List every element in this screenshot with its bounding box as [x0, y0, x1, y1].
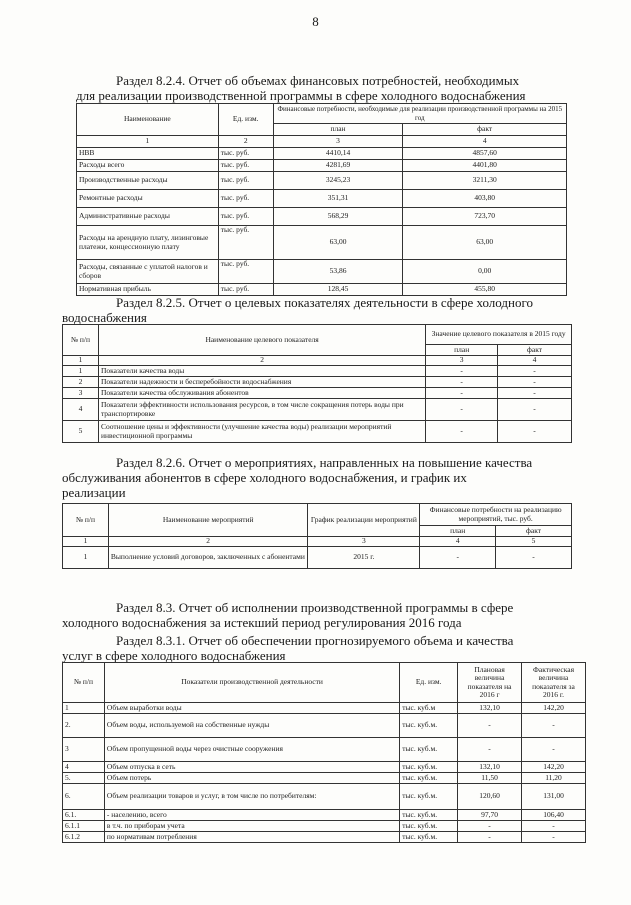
col-header-financial-needs: Финансовые потребности, необходимые для реализации производственной программы на 2015 год [273, 104, 566, 124]
col-header-value: Значение целевого показателя в 2015 году [426, 325, 572, 345]
section-8-3-1-title: Раздел 8.3.1. Отчет об обеспечении прогнозируемого объема и качества услуг в сфере холодного водоснабжения [62, 633, 514, 663]
table-row: Производственные расходы тыс. руб. 3245,23 3211,30 [77, 172, 567, 190]
col-number: 1 [63, 356, 99, 366]
col-header-name: Показатели производственной деятельности [104, 663, 399, 703]
col-number: 4 [403, 136, 567, 148]
col-number: 5 [496, 537, 572, 547]
col-number: 1 [77, 136, 219, 148]
section-8-2-5-title: Раздел 8.2.5. Отчет о целевых показателях деятельности в сфере холодного водоснабжения [62, 295, 533, 325]
target-indicators-table [62, 324, 572, 443]
col-header-financial-needs: Финансовые потребности на реализацию мероприятий, тыс. руб. [420, 504, 572, 526]
section-8-2-6-title: Раздел 8.2.6. Отчет о мероприятиях, направленных на повышение качества обслуживания абонентов в сфере холодного водоснабжения, и график их реализации [62, 455, 533, 500]
col-header-fact: факт [498, 345, 572, 356]
table-row: НВВ тыс. руб. 4410,14 4857,60 [77, 148, 567, 160]
table-row: 5 Соотношение цены и эффективности (улучшение качества воды) реализации мероприятий инвестиционной программы - - [63, 421, 572, 443]
col-header-plan: план [426, 345, 498, 356]
table-row: 5. Объем потерь тыс. куб.м. 11,50 11,20 [63, 773, 586, 784]
col-header-fact: Фактическая величина показателя за 2016 г. [522, 663, 586, 703]
col-header-name: Наименование [77, 104, 219, 136]
table-row: 6.1.1 в т.ч. по приборам учета тыс. куб.м. - - [63, 821, 586, 832]
col-number: 1 [63, 537, 109, 547]
service-measures-table [62, 503, 572, 569]
table-row: Нормативная прибыль тыс. руб. 128,45 455,80 [77, 284, 567, 296]
table-row: 2. Объем воды, используемой на собственные нужды тыс. куб.м. - - [63, 714, 586, 738]
col-header-plan: план [273, 124, 403, 136]
col-header-plan: Плановая величина показателя на 2016 г [458, 663, 522, 703]
col-number: 3 [426, 356, 498, 366]
col-number: 3 [273, 136, 403, 148]
col-header-schedule: График реализации мероприятий [308, 504, 420, 537]
section-8-3-title: Раздел 8.3. Отчет об исполнении производственной программы в сфере холодного водоснабжения за истекший период регулирования 2016 года [62, 600, 514, 630]
col-header-unit: Ед. изм. [218, 104, 273, 136]
col-header-unit: Ед. изм. [400, 663, 458, 703]
page-number: 8 [312, 14, 319, 29]
table-row: 4 Объем отпуска в сеть тыс. куб.м. 132,10 142,20 [63, 762, 586, 773]
col-header-number: № п/п [63, 504, 109, 537]
col-header-number: № п/п [63, 325, 99, 356]
table-row: Административные расходы тыс. руб. 568,29 723,70 [77, 208, 567, 226]
col-number: 2 [98, 356, 425, 366]
col-header-fact: факт [496, 526, 572, 537]
table-row: 1 Выполнение условий договоров, заключенных с абонентами 2015 г. - - [63, 547, 572, 569]
table-row: 1 Объем выработки воды тыс. куб.м 132,10 142,20 [63, 703, 586, 714]
section-8-2-4-title: Раздел 8.2.4. Отчет об объемах финансовых потребностей, необходимых для реализации производственной программы в сфере холодного водоснабжения [76, 73, 526, 103]
col-header-fact: факт [403, 124, 567, 136]
table-row: Ремонтные расходы тыс. руб. 351,31 403,80 [77, 190, 567, 208]
production-indicators-table [62, 662, 586, 843]
table-row: 3 Показатели качества обслуживания абонентов - - [63, 388, 572, 399]
table-row: 6.1.2 по нормативам потребления тыс. куб.м. - - [63, 832, 586, 843]
col-number: 2 [108, 537, 308, 547]
table-row: 6. Объем реализации товаров и услуг, в том числе по потребителям: тыс. куб.м. 120,60 131,00 [63, 784, 586, 810]
table-row: Расходы на арендную плату, лизинговые платежи, концессионную плату тыс. руб. 63,00 63,00 [77, 226, 567, 260]
financial-needs-table [76, 103, 567, 296]
table-row: Расходы, связанные с уплатой налогов и сборов тыс. руб. 53,86 0,00 [77, 260, 567, 284]
table-row: 4 Показатели эффективности использования ресурсов, в том числе сокращения потерь воды при транспортировке - - [63, 399, 572, 421]
col-number: 4 [498, 356, 572, 366]
col-header-name: Наименование целевого показателя [98, 325, 425, 356]
col-number: 2 [218, 136, 273, 148]
table-row: Расходы всего тыс. руб. 4281,69 4401,80 [77, 160, 567, 172]
table-row: 3 Объем пропущенной воды через очистные сооружения тыс. куб.м. - - [63, 738, 586, 762]
col-number: 3 [308, 537, 420, 547]
col-header-name: Наименование мероприятий [108, 504, 308, 537]
table-row: 1 Показатели качества воды - - [63, 366, 572, 377]
col-header-number: № п/п [63, 663, 105, 703]
table-row: 2 Показатели надежности и бесперебойности водоснабжения - - [63, 377, 572, 388]
table-row: 6.1. - населению, всего тыс. куб.м. 97,70 106,40 [63, 810, 586, 821]
col-header-plan: план [420, 526, 496, 537]
col-number: 4 [420, 537, 496, 547]
